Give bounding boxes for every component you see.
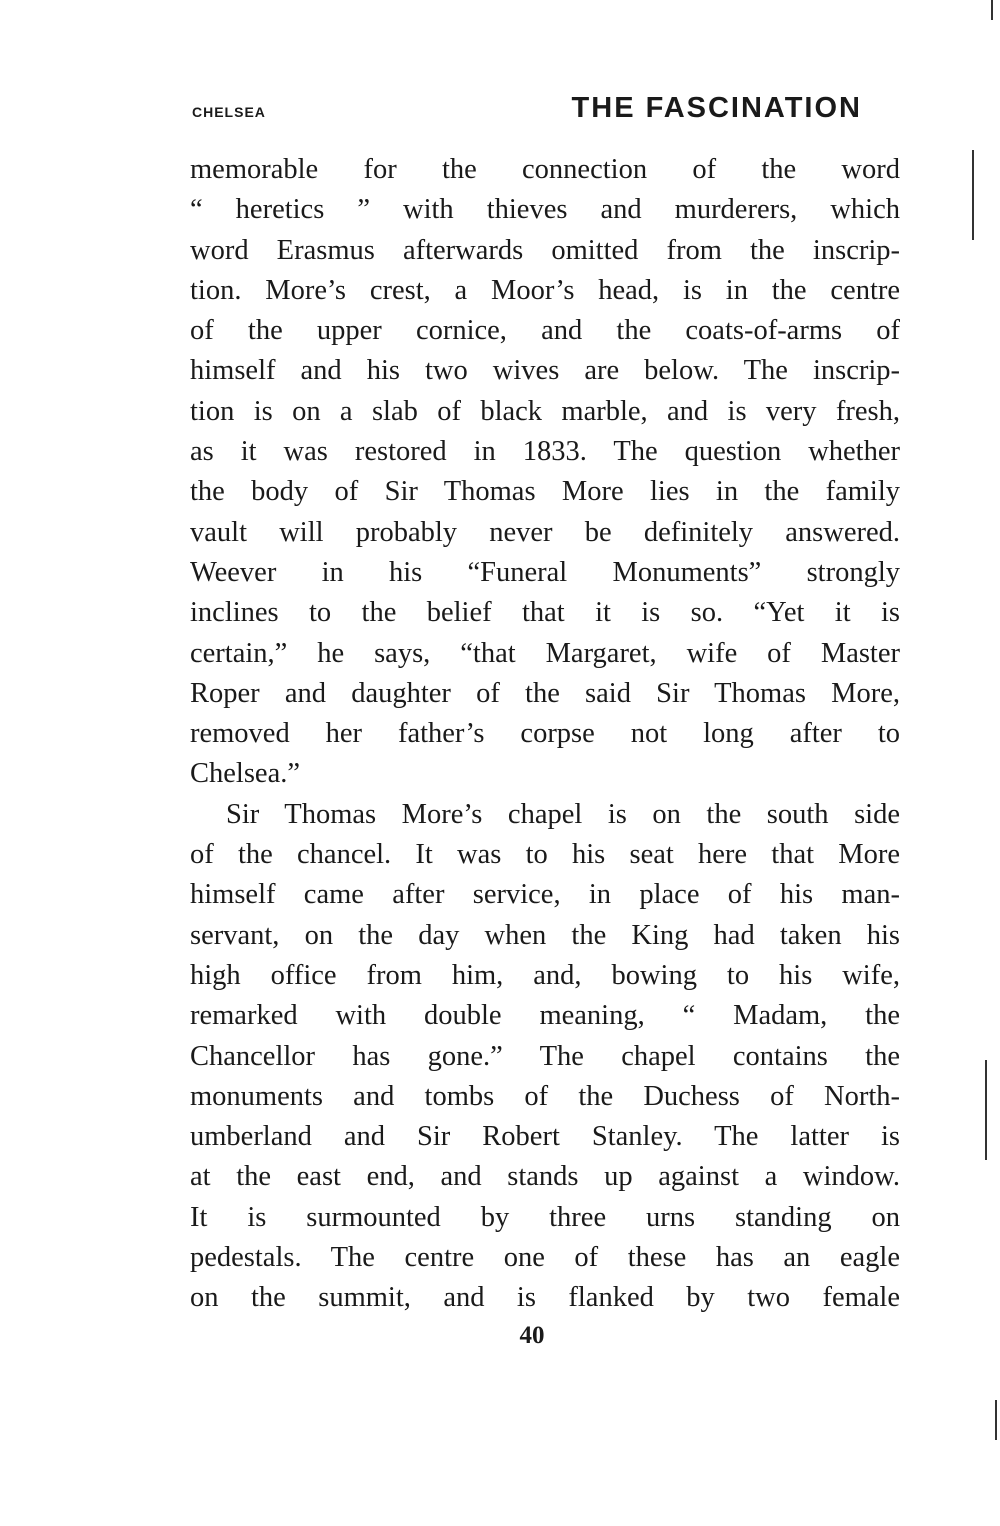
text-line: Roper and daughter of the said Sir Thomas More,	[190, 677, 900, 709]
text-line: on the summit, and is flanked by two female	[190, 1282, 900, 1314]
page-number: 40	[519, 1322, 545, 1349]
text-line: the body of Sir Thomas More lies in the family	[190, 476, 900, 508]
text-line: high office from him, and, bowing to his wife,	[190, 959, 900, 991]
body-text	[190, 150, 900, 1319]
text-line: Chelsea.”	[190, 758, 300, 790]
text-line: certain,” he says, “that Margaret, wife of Master	[190, 637, 900, 669]
text-line: pedestals. The centre one of these has an eagle	[190, 1242, 900, 1274]
text-line: tion is on a slab of black marble, and is very fresh,	[190, 395, 900, 427]
text-line: umberland and Sir Robert Stanley. The latter is	[190, 1121, 900, 1153]
scan-artifact	[972, 150, 974, 240]
text-line: Sir Thomas More’s chapel is on the south side	[226, 798, 900, 830]
scan-artifact	[995, 1400, 997, 1440]
text-line: monuments and tombs of the Duchess of North-	[190, 1080, 900, 1112]
text-line: at the east end, and stands up against a window.	[190, 1161, 900, 1193]
text-line: Weever in his “Funeral Monuments” strongly	[190, 556, 900, 588]
running-head-title: THE FASCINATION	[571, 92, 862, 124]
text-line: removed her father’s corpse not long after to	[190, 718, 900, 750]
text-line: word Erasmus afterwards omitted from the inscrip-	[190, 234, 900, 266]
text-line: “ heretics ” with thieves and murderers, which	[190, 194, 900, 226]
scan-artifact	[991, 0, 993, 20]
text-line: vault will probably never be definitely answered.	[190, 516, 900, 548]
text-line: himself and his two wives are below. The inscrip-	[190, 355, 900, 387]
text-line: It is surmounted by three urns standing on	[190, 1201, 900, 1233]
text-line: as it was restored in 1833. The question whether	[190, 436, 900, 468]
text-line: of the chancel. It was to his seat here that More	[190, 839, 900, 871]
text-line: of the upper cornice, and the coats-of-arms of	[190, 315, 900, 347]
text-line: Chancellor has gone.” The chapel contains the	[190, 1040, 900, 1072]
scan-artifact	[985, 1060, 987, 1160]
running-head-section: CHELSEA	[192, 104, 266, 120]
running-head	[192, 92, 900, 132]
text-line: tion. More’s crest, a Moor’s head, is in the centre	[190, 274, 900, 306]
text-line: himself came after service, in place of his man-	[190, 879, 900, 911]
text-line: inclines to the belief that it is so. “Yet it is	[190, 597, 900, 629]
text-line: servant, on the day when the King had taken his	[190, 919, 900, 951]
text-line: remarked with double meaning, “ Madam, the	[190, 1000, 900, 1032]
text-line: memorable for the connection of the word	[190, 154, 900, 185]
